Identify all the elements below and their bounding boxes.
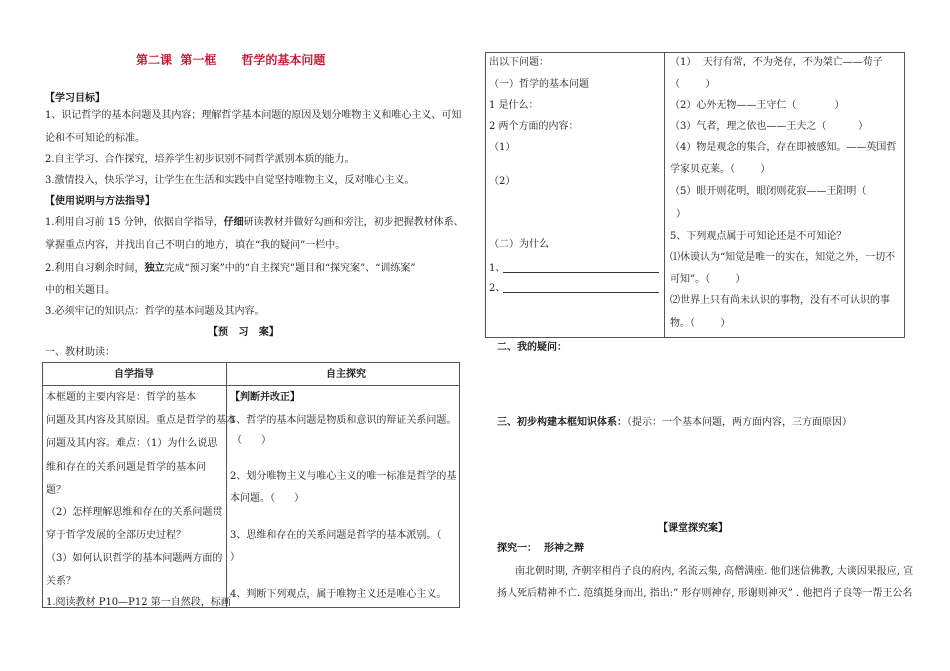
question-intro: 出以下问题： bbox=[489, 57, 549, 68]
viewpoint-line: ⑵世界上只有尚未认识的事物，没有不可认识的事 bbox=[670, 295, 890, 306]
guide-line: （2）怎样理解思维和存在的关系问题贯 bbox=[46, 507, 223, 518]
viewpoint-line: （5）眼开则花明，眼闭则花寂——王阳明（ bbox=[670, 186, 867, 197]
judge-4: 4、判断下列观点，属于唯物主义还是唯心主义。 bbox=[230, 589, 447, 600]
knowledge-system bbox=[497, 416, 852, 429]
viewpoint-line: 可知”。（ ） bbox=[670, 274, 746, 285]
viewpoint-line: 物。（ ） bbox=[670, 318, 731, 329]
explore-1-title: 探究一： 形神之辩 bbox=[497, 543, 584, 554]
question-what-is: 1 是什么： bbox=[489, 100, 539, 111]
reason-2-blank[interactable] bbox=[503, 292, 659, 293]
objective-1-line-2: 论和不可知论的标准。 bbox=[45, 133, 145, 144]
question-part-2: （二）为什么 bbox=[489, 239, 549, 250]
viewpoint-line: （ ） bbox=[670, 79, 716, 90]
judge-1-answer: （ ） bbox=[232, 435, 272, 446]
question-aspect-1: （1） bbox=[489, 142, 516, 153]
right-table-divider bbox=[664, 52, 665, 338]
guide-line: 关系？ bbox=[46, 576, 76, 587]
judge-2-line-1: 2、划分唯物主义与唯心主义的唯一标准是哲学的基 bbox=[230, 471, 457, 482]
reason-1-blank[interactable] bbox=[503, 272, 659, 273]
guide-line: 1.阅读教材 P10—P12 第一自然段，标画 bbox=[46, 597, 231, 608]
viewpoint-line: （4）物是观念的集合，存在即被感知。——英国哲 bbox=[670, 142, 897, 153]
reason-1-label: 1、 bbox=[489, 263, 506, 274]
table-column-divider bbox=[226, 362, 227, 608]
usage-heading: 【使用说明与方法指导】 bbox=[45, 196, 155, 207]
guide-line: （3）如何认识哲学的基本问题两方面的 bbox=[46, 553, 223, 564]
doubt-heading: 二、我的疑问： bbox=[497, 342, 567, 353]
question-part-1: （一）哲学的基本问题 bbox=[489, 79, 589, 90]
judge-1-line-1: 1、哲学的基本问题是物质和意识的辩证关系问题。 bbox=[230, 415, 457, 426]
usage-2-text-b: 完成“预习案”中的“自主探究”题目和“探究案”、“训练案” bbox=[164, 263, 416, 274]
judge-3-line-2: ） bbox=[230, 552, 240, 563]
judge-2-line-2: 本问题。（ ） bbox=[230, 493, 305, 504]
judge-3-line-1: 3、思维和存在的关系问题是哲学的基本派别。（ bbox=[230, 530, 442, 541]
page-title: 第二课 第一框 哲学的基本问题 bbox=[136, 53, 326, 67]
explore-1-paragraph-line-2: 扬人死后精神不亡. 范缜挺身而出, 指出:” 形存则神存, 形谢则神灭” . 他把肖子良等一帮王公名 bbox=[497, 588, 913, 599]
preview-heading: 【预 习 案】 bbox=[208, 327, 279, 338]
usage-1-line-2: 掌握重点内容，并找出自己不明白的地方，填在“我的疑问”一栏中。 bbox=[45, 240, 346, 251]
viewpoint-line: 5、下列观点属于可知论还是不可知论？ bbox=[670, 231, 847, 242]
usage-3: 3.必须牢记的知识点：哲学的基本问题及其内容。 bbox=[45, 306, 265, 317]
usage-2-line-1 bbox=[45, 262, 415, 275]
knowledge-system-heading: 三、初步构建本框知识体系： bbox=[497, 417, 627, 428]
guide-line: 题？ bbox=[46, 485, 66, 496]
guide-line: 问题及其内容。难点：（1）为什么说思 bbox=[46, 438, 218, 449]
explore-1-paragraph-line-1: 南北朝时期, 齐朝宰相肖子良的府内, 名流云集, 高僧满座. 他们迷信佛教, 大谈因果报应, 宣 bbox=[515, 566, 914, 577]
section-1-heading: 一、教材助读： bbox=[45, 347, 115, 358]
objective-3: 3.激情投入，快乐学习，让学生在生活和实践中自觉坚持唯物主义，反对唯心主义。 bbox=[45, 175, 415, 186]
usage-1-bold: 仔细 bbox=[223, 217, 244, 228]
viewpoint-line: （2）心外无物——王守仁（ ） bbox=[670, 100, 845, 111]
usage-1-line-1 bbox=[45, 216, 464, 229]
viewpoint-line: 学家贝克莱。（ ） bbox=[670, 164, 771, 175]
explore-heading: 【课堂探究案】 bbox=[658, 523, 728, 534]
usage-1-text-a: 1.利用自习前 15 分钟，依据自学指导， bbox=[45, 217, 224, 228]
guide-line: 本框题的主要内容是：哲学的基本 bbox=[46, 392, 196, 403]
table-header-guide: 自学指导 bbox=[114, 369, 154, 380]
reason-2-label: 2、 bbox=[489, 283, 506, 294]
knowledge-system-hint: （提示：一个基本问题，两方面内容，三方面原因） bbox=[627, 417, 852, 428]
usage-2-line-2: 中的相关题目。 bbox=[45, 285, 115, 296]
viewpoint-line: （1） 天行有常，不为尧存，不为桀亡——荀子 bbox=[670, 57, 883, 68]
question-two-aspects: 2 两个方面的内容： bbox=[489, 121, 579, 132]
usage-2-bold: 独立 bbox=[144, 263, 165, 274]
viewpoint-line: （3）气者，理之依也——王夫之（ ） bbox=[670, 121, 869, 132]
table-header-explore: 自主探究 bbox=[326, 369, 366, 380]
objective-2: 2.自主学习、合作探究，培养学生初步识别不同哲学派别本质的能力。 bbox=[45, 154, 355, 165]
objectives-heading: 【学习目标】 bbox=[45, 93, 105, 104]
viewpoint-line: ） bbox=[676, 209, 686, 220]
guide-line: 穿于哲学发展的全部历史过程？ bbox=[46, 530, 186, 541]
usage-1-text-b: 研读教材并做好勾画和旁注，初步把握教材体系、 bbox=[243, 217, 464, 228]
table-header-divider bbox=[42, 385, 460, 386]
judge-heading: 【判断并改正】 bbox=[230, 392, 300, 403]
viewpoint-line: ⑴休谟认为“知觉是唯一的实在，知觉之外，一切不 bbox=[670, 252, 896, 263]
guide-line: 维和存在的关系问题是哲学的基本问 bbox=[46, 462, 206, 473]
usage-2-text-a: 2.利用自习剩余时间， bbox=[45, 263, 145, 274]
question-aspect-2: （2） bbox=[489, 176, 516, 187]
guide-line: 问题及其内容及其原因。重点是哲学的基本 bbox=[46, 415, 236, 426]
objective-1-line-1: 1、识记哲学的基本问题及其内容；理解哲学基本问题的原因及划分唯物主义和唯心主义、可知 bbox=[45, 110, 462, 121]
